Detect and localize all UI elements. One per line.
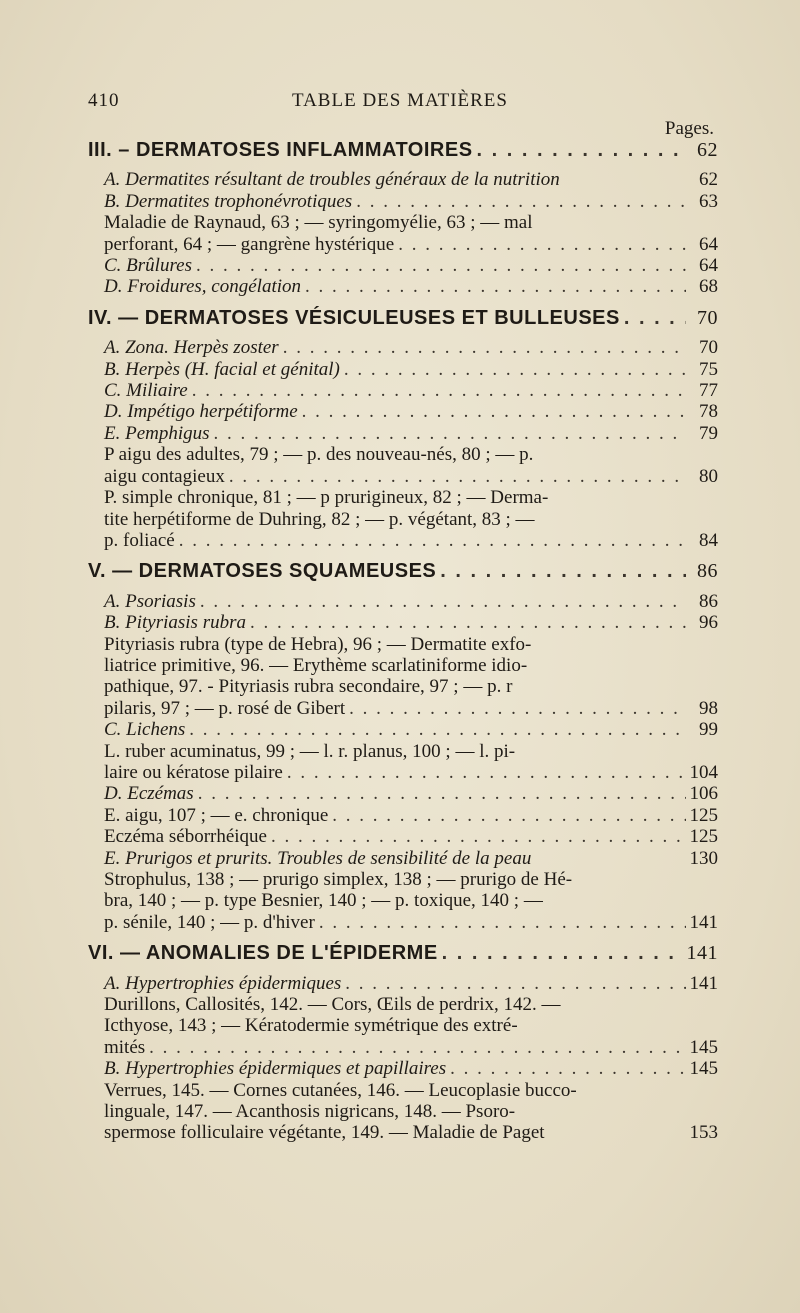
- entry-page: 125: [689, 826, 718, 848]
- entry-label: aigu contagieux: [104, 465, 225, 487]
- leader-dots: [188, 380, 686, 401]
- entry-label: pilaris, 97 ; — p. rosé de Gibert: [104, 697, 346, 719]
- leader-dots: [436, 561, 686, 582]
- leader-dots: [298, 401, 686, 422]
- entry-label: P aigu des adultes, 79 ; — p. des nouveau-nés, 80 ; — p.: [104, 444, 534, 466]
- section-title: III. – DERMATOSES INFLAMMATOIRES: [88, 139, 473, 161]
- entry-label: A. Psoriasis: [104, 590, 196, 612]
- entry-label: liatrice primitive, 96. — Erythème scarlatiniforme idio-: [104, 654, 528, 676]
- entry-label: p. foliacé: [104, 529, 175, 551]
- entry-label: A. Hypertrophies épidermiques: [104, 972, 342, 994]
- entry-page: 68: [699, 276, 718, 298]
- entry-page: 98: [699, 697, 718, 719]
- section-page: 62: [697, 139, 718, 161]
- entry-page: 80: [699, 465, 718, 487]
- section-title: VI. — ANOMALIES DE L'ÉPIDERME: [88, 942, 438, 965]
- entry-label: B. Dermatites trophonévrotiques: [104, 190, 353, 212]
- entry-label: Icthyose, 143 ; — Kératodermie symétrique des extré-: [104, 1015, 518, 1037]
- toc-entry: [88, 191, 718, 212]
- entry-label: tite herpétiforme de Duhring, 82 ; — p. végétant, 83 ; —: [104, 508, 535, 530]
- toc-entry: [88, 1101, 718, 1122]
- entry-page: 125: [689, 804, 718, 826]
- entry-page: 64: [699, 233, 718, 255]
- entry-page: 145: [689, 1058, 718, 1080]
- entry-label: Maladie de Raynaud, 63 ; — syringomyélie, 63 ; — mal: [104, 212, 533, 234]
- leader-dots: [340, 359, 686, 380]
- leader-dots: [194, 783, 686, 804]
- entry-page: 64: [699, 255, 718, 277]
- entry-label: B. Pityriasis rubra: [104, 612, 246, 634]
- entry-label: laire ou kératose pilaire: [104, 761, 283, 783]
- leader-dots: [196, 591, 686, 612]
- toc-entry: [88, 762, 718, 783]
- entry-label: C. Brûlures: [104, 255, 192, 277]
- toc-entry: [88, 783, 718, 804]
- toc-entry: [88, 359, 718, 380]
- entry-label: perforant, 64 ; — gangrène hystérique: [104, 233, 395, 255]
- leader-dots: [301, 276, 686, 297]
- entry-label: B. Herpès (H. facial et génital): [104, 358, 340, 380]
- toc-entry: [88, 401, 718, 422]
- toc-entry: [88, 1037, 718, 1058]
- toc-entry: [88, 869, 718, 890]
- toc-entry: [88, 994, 718, 1015]
- entry-label: bra, 140 ; — p. type Besnier, 140 ; — p. toxique, 140 ; —: [104, 890, 543, 912]
- section-page: 86: [697, 560, 718, 583]
- toc-entry: [88, 719, 718, 740]
- section-title: IV. — DERMATOSES VÉSICULEUSES ET BULLEUSES: [88, 306, 620, 329]
- leader-dots: [315, 912, 686, 933]
- table-of-contents: [88, 140, 718, 1144]
- toc-entry: [88, 487, 718, 508]
- section-heading: [88, 943, 718, 964]
- entry-label: D. Eczémas: [104, 783, 194, 805]
- running-title: TABLE DES MATIÈRES: [292, 90, 508, 111]
- toc-entry: [88, 466, 718, 487]
- toc-entry: [88, 591, 718, 612]
- leader-dots: [394, 234, 686, 255]
- leader-dots: [145, 1037, 685, 1058]
- entry-label: Pityriasis rubra (type de Hebra), 96 ; — Dermatite exfo-: [104, 633, 532, 655]
- entry-page: 104: [689, 761, 718, 783]
- entry-label: D. Impétigo herpétiforme: [104, 401, 298, 423]
- section-page: 70: [697, 306, 718, 329]
- toc-entry: [88, 805, 718, 826]
- leader-dots: [352, 191, 686, 212]
- entry-label: C. Miliaire: [104, 380, 188, 402]
- pages-column-label: Pages.: [664, 118, 714, 139]
- entry-label: L. ruber acuminatus, 99 ; — l. r. planus, 100 ; — l. pi-: [104, 740, 516, 762]
- entry-label: E. Pemphigus: [104, 422, 210, 444]
- entry-page: 130: [689, 847, 718, 869]
- toc-entry: [88, 276, 718, 297]
- leader-dots: [192, 255, 686, 276]
- section-heading: [88, 140, 718, 161]
- toc-entry: [88, 973, 718, 994]
- toc-entry: [88, 655, 718, 676]
- entry-label: E. aigu, 107 ; — e. chronique: [104, 804, 329, 826]
- toc-entry: [88, 848, 718, 869]
- entry-page: 62: [699, 169, 718, 191]
- entry-page: 96: [699, 612, 718, 634]
- leader-dots: [175, 530, 686, 551]
- toc-entry: [88, 1080, 718, 1101]
- leader-dots: [279, 337, 686, 358]
- toc-entry: [88, 1015, 718, 1036]
- entry-page: 78: [699, 401, 718, 423]
- entry-label: A. Dermatites résultant de troubles généraux de la nutrition: [104, 169, 560, 191]
- leader-dots: [210, 423, 686, 444]
- entry-label: Durillons, Callosités, 142. — Cors, Œils de perdrix, 142. —: [104, 994, 561, 1016]
- leader-dots: [341, 973, 685, 994]
- toc-entry: [88, 212, 718, 233]
- toc-entry: [88, 509, 718, 530]
- entry-page: 145: [689, 1036, 718, 1058]
- toc-entry: [88, 380, 718, 401]
- toc-entry: [88, 890, 718, 911]
- leader-dots: [267, 826, 686, 847]
- toc-entry: [88, 169, 718, 190]
- entry-label: C. Lichens: [104, 719, 186, 741]
- toc-entry: [88, 337, 718, 358]
- section-heading: [88, 308, 718, 329]
- section-page: 141: [686, 942, 718, 965]
- entry-label: linguale, 147. — Acanthosis nigricans, 148. — Psoro-: [104, 1101, 516, 1123]
- leader-dots: [345, 698, 686, 719]
- entry-page: 141: [689, 972, 718, 994]
- entry-page: 63: [699, 190, 718, 212]
- toc-entry: [88, 741, 718, 762]
- toc-entry: [88, 676, 718, 697]
- toc-entry: [88, 255, 718, 276]
- toc-entry: [88, 1122, 718, 1143]
- entry-label: D. Froidures, congélation: [104, 276, 302, 298]
- toc-entry: [88, 912, 718, 933]
- entry-label: Verrues, 145. — Cornes cutanées, 146. — Leucoplasie bucco-: [104, 1079, 577, 1101]
- toc-entry: [88, 234, 718, 255]
- entry-page: 75: [699, 358, 718, 380]
- entry-label: P. simple chronique, 81 ; — p prurigineux, 82 ; — Derma-: [104, 487, 549, 509]
- entry-label: p. sénile, 140 ; — p. d'hiver: [104, 911, 315, 933]
- leader-dots: [225, 466, 686, 487]
- running-head: [88, 90, 712, 112]
- entry-page: 99: [699, 719, 718, 741]
- leader-dots: [328, 805, 685, 826]
- entry-page: 153: [689, 1122, 718, 1144]
- toc-entry: [88, 612, 718, 633]
- entry-page: 77: [699, 380, 718, 402]
- entry-label: Strophulus, 138 ; — prurigo simplex, 138 ; — prurigo de Hé-: [104, 869, 573, 890]
- toc-entry: [88, 1058, 718, 1079]
- entry-label: B. Hypertrophies épidermiques et papillaires: [104, 1058, 447, 1080]
- entry-label: spermose folliculaire végétante, 149. — Maladie de Paget: [104, 1122, 545, 1144]
- leader-dots: [473, 140, 686, 161]
- toc-entry: [88, 698, 718, 719]
- entry-label: E. Prurigos et prurits. Troubles de sensibilité de la peau: [104, 847, 532, 869]
- toc-entry: [88, 444, 718, 465]
- toc-entry: [88, 423, 718, 444]
- section-title: V. — DERMATOSES SQUAMEUSES: [88, 560, 437, 583]
- page-number: 410: [88, 90, 120, 111]
- leader-dots: [246, 612, 686, 633]
- entry-page: 141: [689, 911, 718, 933]
- entry-label: A. Zona. Herpès zoster: [104, 337, 279, 359]
- leader-dots: [185, 719, 686, 740]
- leader-dots: [438, 943, 683, 964]
- leader-dots: [620, 308, 686, 329]
- leader-dots: [283, 762, 686, 783]
- toc-entry: [88, 826, 718, 847]
- toc-entry: [88, 530, 718, 551]
- entry-label: Eczéma séborrhéique: [104, 826, 267, 848]
- section-heading: [88, 561, 718, 582]
- leader-dots: [446, 1058, 685, 1079]
- entry-page: 84: [699, 529, 718, 551]
- entry-page: 79: [699, 422, 718, 444]
- entry-page: 70: [699, 337, 718, 359]
- entry-page: 106: [689, 783, 718, 805]
- entry-label: pathique, 97. - Pityriasis rubra secondaire, 97 ; — p. r: [104, 676, 513, 698]
- toc-entry: [88, 634, 718, 655]
- entry-label: mités: [104, 1036, 146, 1058]
- entry-page: 86: [699, 590, 718, 612]
